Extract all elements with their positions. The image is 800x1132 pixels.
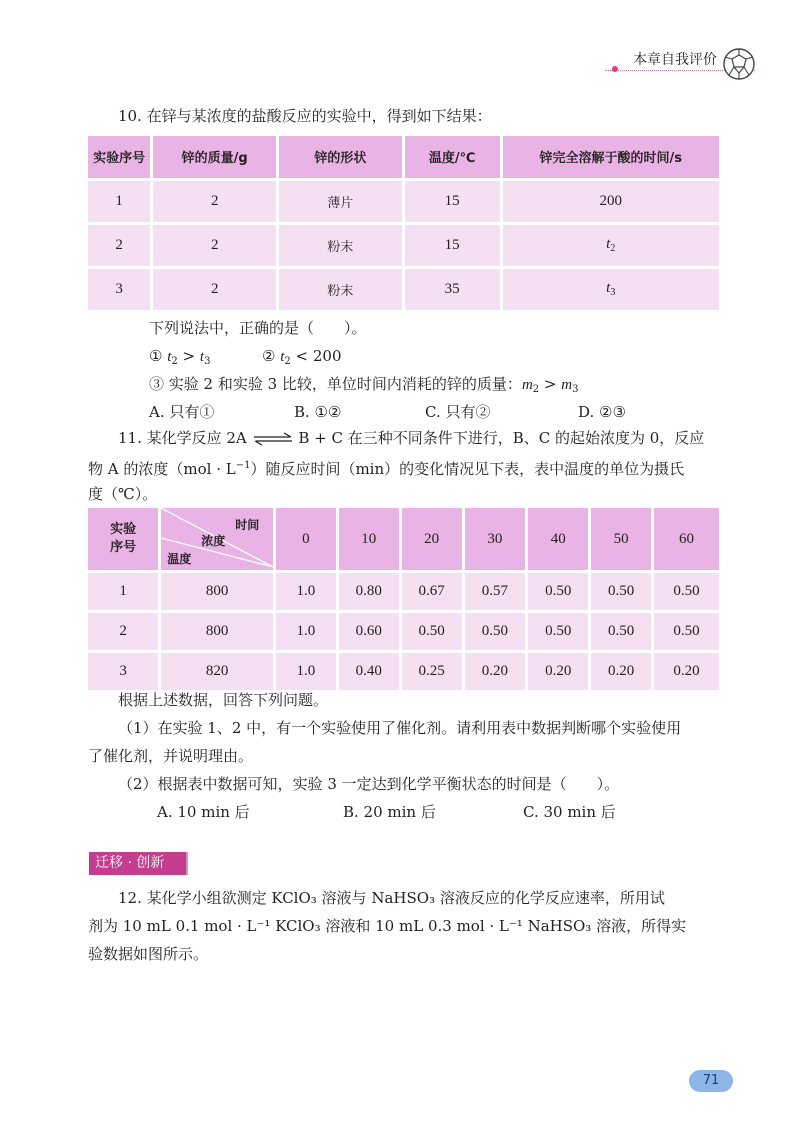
table-cell: 820 bbox=[160, 652, 275, 692]
table-row bbox=[88, 572, 721, 612]
q10-header-cell: 温度/℃ bbox=[403, 136, 501, 179]
table-cell: 2 bbox=[152, 179, 278, 223]
table-row bbox=[88, 179, 721, 223]
table-cell: 3 bbox=[88, 652, 160, 692]
q10-option-a: A. 只有① bbox=[149, 403, 215, 421]
table-cell: 粉末 bbox=[278, 223, 404, 267]
table-cell: 0.20 bbox=[653, 652, 721, 692]
q12-line-1: 12. 某化学小组欲测定 KClO₃ 溶液与 NaHSO₃ 溶液反应的化学反应速率，所用试 bbox=[118, 889, 665, 907]
q10-statement-3: ③ 实验 2 和实验 3 比较，单位时间内消耗的锌的质量：$m_2 > m_3$ bbox=[149, 375, 579, 395]
statement-text: ③ 实验 2 和实验 3 比较，单位时间内消耗的锌的质量： bbox=[149, 375, 522, 393]
table-cell: 0.50 bbox=[527, 612, 590, 652]
q12-line-2: 剂为 10 mL 0.1 mol · L⁻¹ KClO₃ 溶液和 10 mL 0.3 mol · L⁻¹ NaHSO₃ 溶液，所得实 bbox=[88, 917, 687, 935]
variable-t: t bbox=[606, 236, 611, 252]
table-cell: 薄片 bbox=[278, 179, 404, 223]
table-cell: 0.60 bbox=[337, 612, 400, 652]
q11-part1-line-2: 了催化剂，并说明理由。 bbox=[88, 747, 254, 765]
table-cell: 35 bbox=[403, 267, 501, 311]
header-temp-label: 温度 bbox=[167, 552, 192, 566]
q12-line-3: 验数据如图所示。 bbox=[88, 945, 209, 963]
time-header: 60 bbox=[653, 508, 721, 572]
variable-t: t bbox=[606, 280, 611, 296]
chapter-title: 本章自我评价 bbox=[633, 52, 717, 68]
table-cell: 粉末 bbox=[278, 267, 404, 311]
table-cell: 15 bbox=[403, 179, 501, 223]
q11-stem-line-2 bbox=[88, 456, 684, 479]
table-cell: 800 bbox=[160, 612, 275, 652]
table-cell: 0.50 bbox=[463, 612, 527, 652]
table-cell: 0.80 bbox=[337, 572, 400, 612]
stem-part: ）随反应时间（min）的变化情况见下表，表中温度的单位为摄氏 bbox=[250, 460, 685, 478]
table-cell: 2 bbox=[88, 612, 160, 652]
statement-number: ② bbox=[262, 347, 276, 365]
q11-option-a: A. 10 min 后 bbox=[157, 803, 250, 821]
q10-option-c: C. 只有② bbox=[425, 403, 491, 421]
table-cell: 0.50 bbox=[527, 572, 590, 612]
section-tag: 迁移 · 创新 bbox=[89, 852, 186, 875]
time-header: 40 bbox=[527, 508, 590, 572]
q10-header-cell: 锌的形状 bbox=[278, 136, 404, 179]
table-cell: 0.50 bbox=[653, 612, 721, 652]
time-header: 50 bbox=[590, 508, 653, 572]
table-cell: 2 bbox=[88, 223, 152, 267]
q10-question: 下列说法中，正确的是（ ）。 bbox=[149, 319, 367, 337]
q11-part2: （2）根据表中数据可知，实验 3 一定达到化学平衡状态的时间是（ ）。 bbox=[118, 775, 620, 793]
fullerene-icon bbox=[722, 47, 756, 81]
stem-part: 物 A 的浓度（mol · L bbox=[88, 460, 236, 478]
table-cell: 0.57 bbox=[463, 572, 527, 612]
q11-stem-line-3: 度（℃）。 bbox=[88, 485, 158, 503]
table-row bbox=[88, 223, 721, 267]
table-cell: 15 bbox=[403, 223, 501, 267]
q11-table bbox=[88, 508, 722, 693]
table-cell bbox=[501, 223, 721, 267]
table-cell: 200 bbox=[501, 179, 721, 223]
time-header: 30 bbox=[463, 508, 527, 572]
table-cell: 1 bbox=[88, 179, 152, 223]
page-number: 71 bbox=[689, 1070, 733, 1092]
table-cell: 0.20 bbox=[463, 652, 527, 692]
table-row bbox=[88, 652, 721, 692]
q11-part1-line-1: （1）在实验 1、2 中，有一个实验使用了催化剂。请利用表中数据判断哪个实验使用 bbox=[118, 719, 682, 737]
q11-header-diagonal bbox=[160, 508, 275, 572]
q11-header-seq: 实验 序号 bbox=[88, 508, 160, 572]
table-cell: 1.0 bbox=[274, 652, 337, 692]
time-header: 20 bbox=[400, 508, 463, 572]
statement-number: ① bbox=[149, 347, 163, 365]
table-cell: 800 bbox=[160, 572, 275, 612]
table-cell: 0.50 bbox=[653, 572, 721, 612]
q11-option-c: C. 30 min 后 bbox=[523, 803, 616, 821]
reversible-arrow-icon bbox=[252, 432, 294, 446]
table-cell: 2 bbox=[152, 267, 278, 311]
q10-option-d: D. ②③ bbox=[578, 403, 626, 421]
table-cell: 2 bbox=[152, 223, 278, 267]
subscript: 3 bbox=[610, 287, 616, 298]
table-cell: 0.20 bbox=[527, 652, 590, 692]
table-cell: 0.50 bbox=[400, 612, 463, 652]
table-cell: 0.50 bbox=[590, 612, 653, 652]
q10-statement-1: ① $t_2 > t_3$ ② $t_2 < 200$ bbox=[149, 347, 342, 367]
table-cell bbox=[501, 267, 721, 311]
table-cell: 1.0 bbox=[274, 612, 337, 652]
time-header: 0 bbox=[274, 508, 337, 572]
table-cell: 0.20 bbox=[590, 652, 653, 692]
table-cell: 1 bbox=[88, 572, 160, 612]
time-header: 10 bbox=[337, 508, 400, 572]
q11-stem-line-1 bbox=[118, 428, 704, 448]
subscript: 2 bbox=[610, 243, 616, 254]
superscript: −1 bbox=[235, 460, 251, 471]
table-cell: 0.40 bbox=[337, 652, 400, 692]
stem-part: 11. 某化学反应 2A bbox=[118, 429, 247, 447]
table-cell: 0.67 bbox=[400, 572, 463, 612]
q10-header-cell: 锌完全溶解于酸的时间/s bbox=[501, 136, 721, 179]
q11-intro: 根据上述数据，回答下列问题。 bbox=[118, 691, 329, 709]
q10-header-cell: 锌的质量/g bbox=[152, 136, 278, 179]
table-cell: 1.0 bbox=[274, 572, 337, 612]
q11-option-b: B. 20 min 后 bbox=[343, 803, 436, 821]
table-row bbox=[88, 267, 721, 311]
table-cell: 0.50 bbox=[590, 572, 653, 612]
header-time-label: 时间 bbox=[235, 518, 260, 532]
q10-table bbox=[88, 136, 722, 313]
header-conc-label: 浓度 bbox=[201, 534, 226, 548]
q10-stem: 10. 在锌与某浓度的盐酸反应的实验中，得到如下结果： bbox=[118, 107, 492, 125]
q10-header-cell: 实验序号 bbox=[88, 136, 152, 179]
q10-option-b: B. ①② bbox=[294, 403, 342, 421]
table-cell: 3 bbox=[88, 267, 152, 311]
header-dot bbox=[612, 66, 618, 72]
stem-part: B + C 在三种不同条件下进行，B、C 的起始浓度为 0，反应 bbox=[298, 429, 705, 447]
table-row bbox=[88, 612, 721, 652]
table-cell: 0.25 bbox=[400, 652, 463, 692]
